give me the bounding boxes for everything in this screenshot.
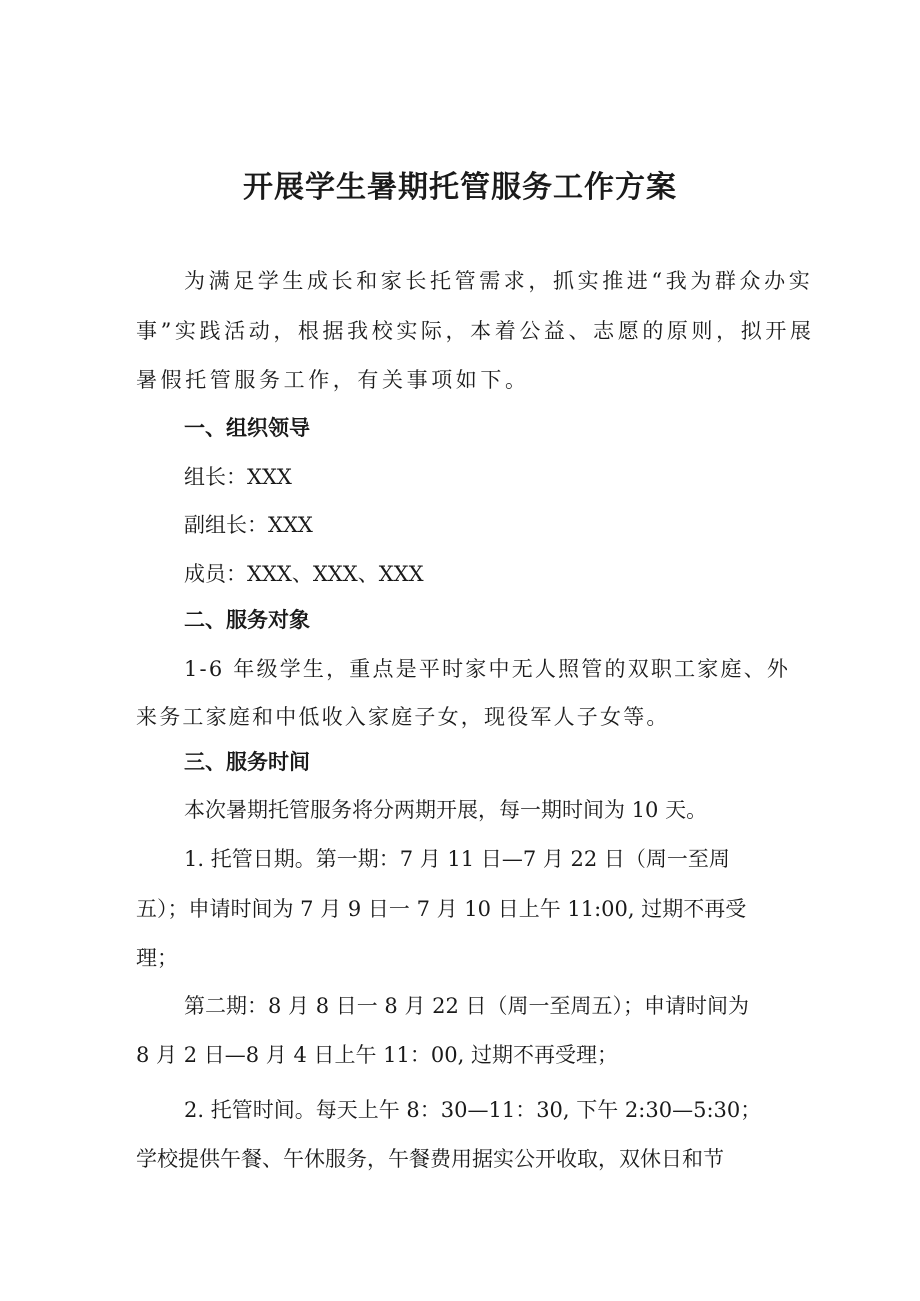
care-hours-line-1: 2. 托管时间。每天上午 8：30—11：30, 下午 2:30—5:30； xyxy=(184,1098,762,1122)
intro-line-3: 暑假托管服务工作，有关事项如下。 xyxy=(136,368,530,392)
section-heading-organization: 一、组织领导 xyxy=(184,416,310,440)
care-hours-line-2: 学校提供午餐、午休服务，午餐费用据实公开收取，双休日和节 xyxy=(136,1147,724,1171)
intro-line-2: 事”实践活动，根据我校实际，本着公益、志愿的原则，拟开展 xyxy=(136,319,815,343)
service-target-line-1: 1-6 年级学生，重点是平时家中无人照管的双职工家庭、外 xyxy=(184,657,791,681)
service-time-summary: 本次暑期托管服务将分两期开展，每一期时间为 10 天。 xyxy=(184,798,708,822)
intro-line-1: 为满足学生成长和家长托管需求，抓实推进“我为群众办实 xyxy=(184,269,814,293)
section-heading-service-time: 三、服务时间 xyxy=(184,750,310,774)
deputy-leader-line: 副组长：XXX xyxy=(184,513,313,537)
section-heading-service-target: 二、服务对象 xyxy=(184,608,310,632)
members-line: 成员：XXX、XXX、XXX xyxy=(184,562,424,586)
care-dates-line-2: 五）；申请时间为 7 月 9 日一 7 月 10 日上午 11:00, 过期不再受 xyxy=(136,897,747,921)
period-two-line-2: 8 月 2 日—8 月 4 日上午 11：00, 过期不再受理； xyxy=(136,1043,618,1067)
care-dates-line-1: 1. 托管日期。第一期：7 月 11 日—7 月 22 日（周一至周 xyxy=(184,847,730,871)
care-dates-line-3: 理； xyxy=(136,946,178,970)
period-two-line-1: 第二期：8 月 8 日一 8 月 22 日（周一至周五）；申请时间为 xyxy=(184,994,750,1018)
leader-line: 组长：XXX xyxy=(184,465,292,489)
document-title: 开展学生暑期托管服务工作方案 xyxy=(243,170,677,205)
service-target-line-2: 来务工家庭和中低收入家庭子女，现役军人子女等。 xyxy=(136,705,670,729)
